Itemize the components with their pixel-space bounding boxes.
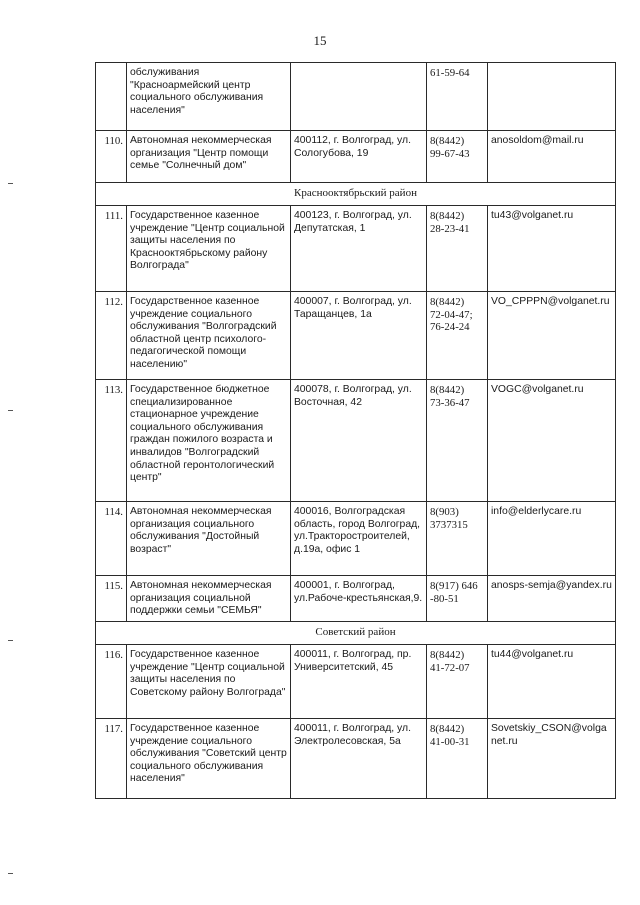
row-number: 110. — [96, 131, 127, 183]
organization-address — [291, 63, 427, 131]
organization-phone — [427, 292, 488, 380]
row-number: 115. — [96, 576, 127, 622]
district-name: Советский район — [96, 622, 616, 645]
organization-phone — [427, 380, 488, 502]
district-header-row — [96, 183, 616, 206]
phone-line: 8(8442) — [430, 296, 465, 308]
page-number: 15 — [313, 33, 327, 48]
row-number: 112. — [96, 292, 127, 380]
organization-email: VOGC@volganet.ru — [488, 380, 616, 502]
organization-phone — [427, 719, 488, 799]
phone-line: 8(8442) — [430, 135, 465, 147]
row-number: 116. — [96, 645, 127, 719]
phone-line: 76-24-24 — [430, 321, 470, 334]
organization-address: 400123, г. Волгоград, ул. Депутатская, 1 — [291, 206, 427, 292]
organization-phone — [427, 206, 488, 292]
organization-email: Sovetskiy_CSON@volganet.ru — [488, 719, 616, 799]
organization-phone — [427, 131, 488, 183]
organization-phone — [427, 645, 488, 719]
table-row — [96, 719, 616, 799]
organization-address: 400011, г. Волгоград, пр. Университетский, 45 — [291, 645, 427, 719]
table-row — [96, 292, 616, 380]
phone-line: -80-51 — [430, 592, 459, 605]
phone-line: 61-59-64 — [430, 67, 470, 79]
row-number: 113. — [96, 380, 127, 502]
scan-margin-mark — [8, 873, 13, 874]
organization-name: Государственное казенное учреждение социального обслуживания "Волгоградский областной центр психолого-педагогической помощи населению" — [127, 292, 291, 380]
table-row — [96, 63, 616, 131]
phone-line: 8(8442) — [430, 723, 465, 735]
phone-line: 99-67-43 — [430, 147, 470, 160]
phone-line: 8(917) 646 — [430, 580, 478, 592]
organization-email: VO_CPPPN@volganet.ru — [488, 292, 616, 380]
organization-email: info@elderlycare.ru — [488, 502, 616, 576]
organization-address: 400001, г. Волгоград, ул.Рабоче-крестьянская,9. — [291, 576, 427, 622]
phone-line: 8(8442) — [430, 649, 465, 661]
organization-address: 400007, г. Волгоград, ул. Таращанцев, 1а — [291, 292, 427, 380]
organization-phone — [427, 502, 488, 576]
organization-name: Автономная некоммерческая организация "Центр помощи семье "Солнечный дом" — [127, 131, 291, 183]
phone-line: 41-72-07 — [430, 661, 470, 674]
organization-phone — [427, 63, 488, 131]
table-row — [96, 206, 616, 292]
row-number: 114. — [96, 502, 127, 576]
district-name: Краснооктябрьский район — [96, 183, 616, 206]
row-number: 117. — [96, 719, 127, 799]
row-number — [96, 63, 127, 131]
phone-line: 41-00-31 — [430, 735, 470, 748]
row-number: 111. — [96, 206, 127, 292]
phone-line: 3737315 — [430, 518, 468, 531]
organizations-table — [95, 62, 616, 799]
scan-margin-mark — [8, 640, 13, 641]
organization-address: 400112, г. Волгоград, ул. Сологубова, 19 — [291, 131, 427, 183]
organization-name: Государственное казенное учреждение социального обслуживания "Советский центр социального обслуживания населения" — [127, 719, 291, 799]
phone-line: 8(8442) — [430, 384, 465, 396]
organization-name: Государственное казенное учреждение "Центр социальной защиты населения по Краснооктябрьскому району Волгограда" — [127, 206, 291, 292]
scan-margin-mark — [8, 183, 13, 184]
organization-address: 400016, Волгоградская область, город Волгоград, ул.Тракторостроителей, д.19а, офис 1 — [291, 502, 427, 576]
organization-name: Автономная некоммерческая организация социальной поддержки семьи "СЕМЬЯ" — [127, 576, 291, 622]
organization-name: Автономная некоммерческая организация социального обслуживания "Достойный возраст" — [127, 502, 291, 576]
scan-margin-mark — [8, 410, 13, 411]
organization-name: Государственное казенное учреждение "Центр социальной защиты населения по Советскому району Волгограда" — [127, 645, 291, 719]
organizations-table-body — [96, 63, 616, 799]
organization-phone — [427, 576, 488, 622]
district-header-row — [96, 622, 616, 645]
table-row — [96, 502, 616, 576]
organization-email: anosps-semja@yandex.ru — [488, 576, 616, 622]
organization-email — [488, 63, 616, 131]
organization-name: обслуживания "Красноармейский центр социального обслуживания населения" — [127, 63, 291, 131]
organization-name: Государственное бюджетное специализированное стационарное учреждение социального обслуживания граждан пожилого возраста и инвалидов "Волгоградский областной геронтологический центр" — [127, 380, 291, 502]
organization-email: anosoldom@mail.ru — [488, 131, 616, 183]
table-row — [96, 645, 616, 719]
organization-email: tu44@volganet.ru — [488, 645, 616, 719]
phone-line: 8(903) — [430, 506, 459, 518]
table-row — [96, 576, 616, 622]
table-row — [96, 131, 616, 183]
organization-email: tu43@volganet.ru — [488, 206, 616, 292]
phone-line: 73-36-47 — [430, 396, 470, 409]
phone-line: 8(8442) — [430, 210, 465, 222]
table-row — [96, 380, 616, 502]
organization-address: 400011, г. Волгоград, ул. Электролесовская, 5а — [291, 719, 427, 799]
phone-line: 28-23-41 — [430, 222, 470, 235]
organization-address: 400078, г. Волгоград, ул. Восточная, 42 — [291, 380, 427, 502]
phone-line: 72-04-47; — [430, 308, 473, 321]
